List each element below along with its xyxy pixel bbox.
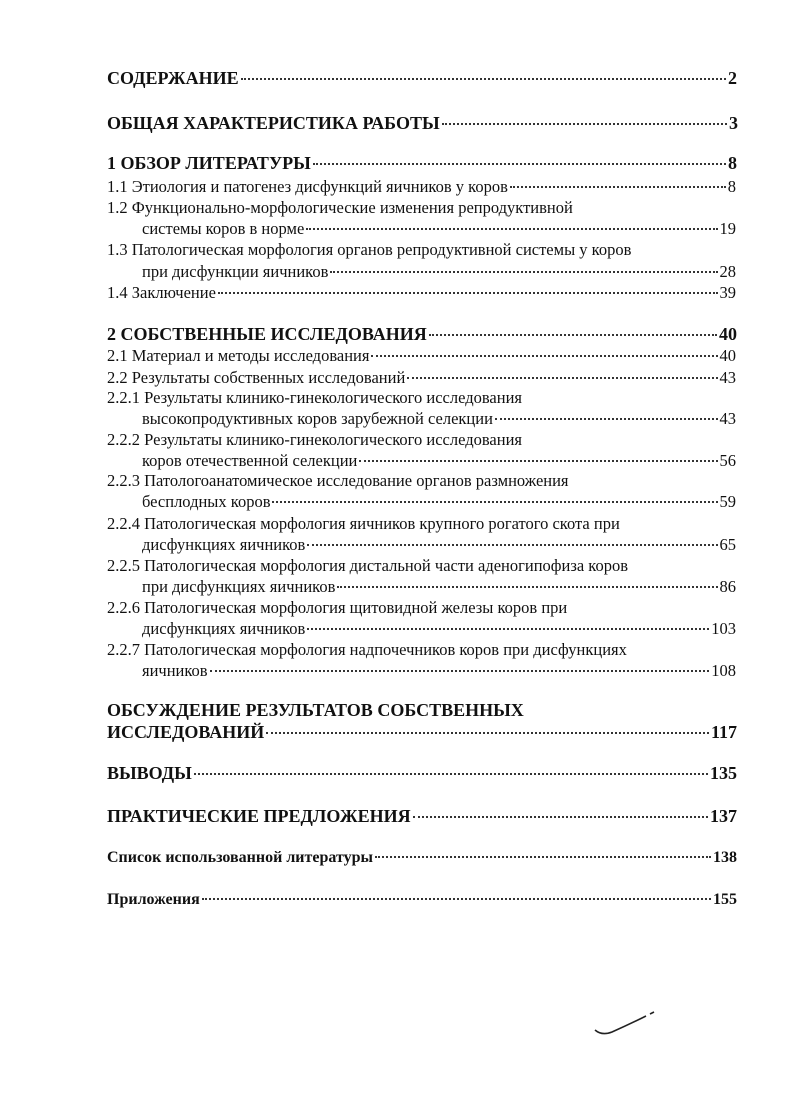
- toc-entry-page: 2: [728, 68, 737, 88]
- toc-entry-title: при дисфункции яичников: [142, 262, 329, 281]
- toc-entry: [0, 68, 794, 92]
- toc-entry-page: 43: [719, 409, 736, 428]
- toc-entry-page: 86: [719, 577, 736, 596]
- dot-leader: [307, 544, 717, 546]
- toc-entry-title: СОДЕРЖАНИЕ: [107, 68, 239, 88]
- dot-leader: [266, 732, 709, 734]
- toc-entry-title: 2.2.3 Патологоанатомическое исследование органов размножения: [107, 471, 569, 490]
- toc-entry: [0, 283, 794, 307]
- dot-leader: [371, 355, 717, 357]
- dot-leader: [510, 186, 726, 188]
- toc-entry-title: ИССЛЕДОВАНИЙ: [107, 722, 265, 742]
- toc-entry: [0, 700, 794, 724]
- toc-entry-page: 117: [710, 722, 737, 742]
- dot-leader: [210, 670, 710, 672]
- dot-leader: [194, 773, 708, 775]
- toc-entry-page: 3: [729, 113, 738, 133]
- toc-entry-title: 1.4 Заключение: [107, 283, 216, 302]
- toc-entry-page: 56: [719, 451, 736, 470]
- toc-entry-title: высокопродуктивных коров зарубежной селекции: [142, 409, 493, 428]
- dot-leader: [375, 856, 711, 858]
- toc-entry-page: 65: [719, 535, 736, 554]
- toc-entry-title: 1.1 Этиология и патогенез дисфункций яичников у коров: [107, 177, 508, 196]
- toc-entry-title: 1.2 Функционально-морфологические изменения репродуктивной: [107, 198, 573, 217]
- dot-leader: [337, 586, 717, 588]
- toc-entry-title: 2 СОБСТВЕННЫЕ ИССЛЕДОВАНИЯ: [107, 324, 427, 344]
- toc-entry-title: 1.3 Патологическая морфология органов репродуктивной системы у коров: [107, 240, 632, 259]
- toc-entry-page: 135: [710, 763, 737, 783]
- toc-entry-page: 19: [719, 219, 736, 238]
- toc-entry: [0, 346, 794, 370]
- toc-entry-page: 59: [719, 492, 736, 511]
- toc-entry-title: 2.2.7 Патологическая морфология надпочечников коров при дисфункциях: [107, 640, 627, 659]
- dot-leader: [429, 334, 717, 336]
- toc-entry-page: 8: [727, 177, 736, 196]
- toc-entry-page: 155: [713, 891, 737, 908]
- toc-entry-title: Приложения: [107, 891, 200, 908]
- toc-entry: [0, 661, 794, 685]
- toc-entry-title: 2.2.6 Патологическая морфология щитовидной железы коров при: [107, 598, 568, 617]
- dot-leader: [306, 228, 717, 230]
- toc-entry-page: 40: [719, 346, 736, 365]
- toc-entry-title: 1 ОБЗОР ЛИТЕРАТУРЫ: [107, 153, 311, 173]
- toc-entry-page: 138: [713, 849, 737, 866]
- toc-entry: [0, 806, 794, 830]
- toc-entry-page: 108: [711, 661, 736, 680]
- dot-leader: [359, 460, 717, 462]
- toc-entry: [0, 763, 794, 787]
- dot-leader: [202, 898, 711, 900]
- toc-entry-title: при дисфункциях яичников: [142, 577, 336, 596]
- toc-entry: [0, 722, 794, 746]
- toc-entry-page: 39: [719, 283, 736, 302]
- toc-entry-title: яичников: [142, 661, 208, 680]
- dot-leader: [218, 292, 718, 294]
- dot-leader: [442, 123, 727, 125]
- toc-entry-title: дисфункциях яичников: [142, 535, 306, 554]
- toc-entry-title: системы коров в норме: [142, 219, 305, 238]
- toc-entry-title: 2.2.1 Результаты клинико-гинекологического исследования: [107, 388, 522, 407]
- toc-entry-title: Список использованной литературы: [107, 849, 373, 866]
- toc-entry-page: 137: [710, 806, 737, 826]
- toc-entry-page: 43: [719, 368, 736, 387]
- toc-entry-title: 2.2.4 Патологическая морфология яичников крупного рогатого скота при: [107, 514, 620, 533]
- toc-entry-page: 8: [728, 153, 737, 173]
- toc-entry-title: ВЫВОДЫ: [107, 763, 192, 783]
- toc-entry-page: 28: [719, 262, 736, 281]
- toc-entry: [0, 324, 794, 348]
- toc-entry-title: коров отечественной селекции: [142, 451, 358, 470]
- dot-leader: [241, 78, 726, 80]
- toc-entry-title: дисфункциях яичников: [142, 619, 306, 638]
- toc-entry-page: 40: [719, 324, 737, 344]
- toc-entry: [0, 849, 794, 873]
- toc-entry: [0, 891, 794, 915]
- toc-entry: [0, 113, 794, 137]
- toc-entry-title: ОБЩАЯ ХАРАКТЕРИСТИКА РАБОТЫ: [107, 113, 440, 133]
- dot-leader: [407, 377, 717, 379]
- toc-entry-title: ПРАКТИЧЕСКИЕ ПРЕДЛОЖЕНИЯ: [107, 806, 411, 826]
- toc-entry-title: 2.2.2 Результаты клинико-гинекологического исследования: [107, 430, 522, 449]
- dot-leader: [313, 163, 726, 165]
- signature-scribble: [590, 1010, 660, 1040]
- dot-leader: [495, 418, 718, 420]
- toc-entry-title: ОБСУЖДЕНИЕ РЕЗУЛЬТАТОВ СОБСТВЕННЫХ: [107, 700, 524, 720]
- toc-entry-title: 2.1 Материал и методы исследования: [107, 346, 370, 365]
- dot-leader: [413, 816, 708, 818]
- toc-entry: [0, 240, 794, 264]
- dot-leader: [330, 271, 717, 273]
- toc-entry-title: бесплодных коров: [142, 492, 271, 511]
- dot-leader: [307, 628, 709, 630]
- dot-leader: [272, 501, 717, 503]
- toc-entry-title: 2.2.5 Патологическая морфология дистальной части аденогипофиза коров: [107, 556, 629, 575]
- toc-entry-title: 2.2 Результаты собственных исследований: [107, 368, 406, 387]
- toc-entry: [0, 492, 794, 516]
- toc-entry: [0, 153, 794, 177]
- toc-entry-page: 103: [711, 619, 736, 638]
